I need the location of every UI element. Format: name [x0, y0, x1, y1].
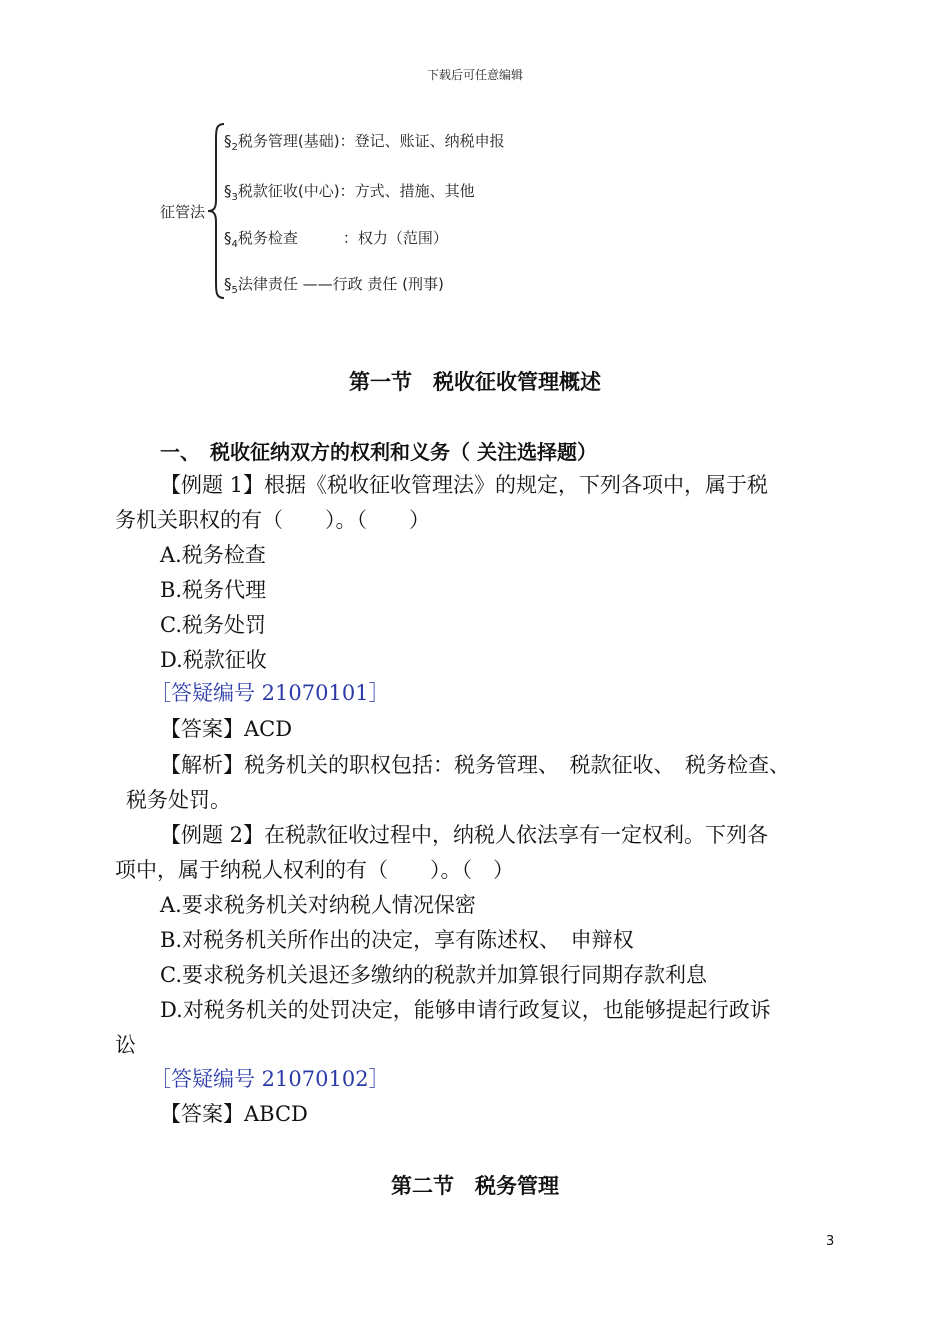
section-number: 2 — [231, 142, 238, 153]
page-header: 下载后可任意编辑 — [426, 68, 523, 82]
q2-option-a: A.要求税务机关对纳税人情况保密 — [160, 893, 476, 917]
q1-reference-link[interactable]: ［答疑编号 21070101］ — [150, 681, 390, 705]
diagram-branch-1 — [224, 130, 505, 151]
section-mark: § — [224, 182, 232, 200]
q1-line1: 【例题 1】根据《税收征收管理法》的规定，下列各项中，属于税 — [160, 473, 769, 497]
page-number: 3 — [826, 1234, 835, 1249]
q1-option-b: B.税务代理 — [160, 578, 267, 602]
q1-option-d: D.税款征收 — [160, 648, 267, 672]
q2-option-c: C.要求税务机关退还多缴纳的税款并加算银行同期存款利息 — [160, 963, 707, 987]
section-title-1: 第一节 税收征收管理概述 — [349, 370, 601, 394]
q2-answer: 【答案】ABCD — [160, 1102, 308, 1126]
branch-text: 法律责任 ——行政 责任 (刑事) — [237, 275, 444, 293]
q1-option-c: C.税务处罚 — [160, 613, 266, 637]
diagram-branch-4 — [224, 273, 444, 294]
q1-option-a: A.税务检查 — [160, 543, 266, 567]
q1-analysis-line2: 税务处罚。 — [126, 788, 231, 812]
branch-text: 税务检查 ：权力（范围） — [237, 229, 448, 247]
q2-line2: 项中，属于纳税人权利的有（ ）。（ ） — [115, 858, 514, 882]
section-mark: § — [224, 275, 232, 293]
q1-analysis-line1: 【解析】税务机关的职权包括：税务管理、 税款征收、 税务检查、 — [160, 753, 790, 777]
q2-line1: 【例题 2】在税款征收过程中，纳税人依法享有一定权利。下列各 — [160, 823, 769, 847]
section-mark: § — [224, 132, 232, 150]
q1-answer: 【答案】ACD — [160, 717, 293, 741]
q2-reference-link[interactable]: ［答疑编号 21070102］ — [150, 1067, 390, 1091]
q2-option-b: B.对税务机关所作出的决定，享有陈述权、 申辩权 — [160, 928, 634, 952]
branch-text: 税务管理(基础)：登记、账证、纳税申报 — [237, 132, 505, 150]
q2-option-d-continued: 讼 — [115, 1033, 136, 1057]
subheading-1: 一、 税收征纳双方的权利和义务（ 关注选择题） — [160, 440, 597, 464]
section-number: 3 — [231, 192, 238, 203]
section-title-2: 第二节 税务管理 — [391, 1174, 559, 1198]
section-number: 5 — [231, 285, 238, 296]
section-mark: § — [224, 229, 232, 247]
diagram-branch-3 — [224, 227, 448, 248]
diagram-branch-2 — [224, 180, 475, 201]
q1-line2: 务机关职权的有（ ）。（ ） — [115, 508, 430, 532]
section-number: 4 — [231, 239, 238, 250]
branch-text: 税款征收(中心)：方式、措施、其他 — [237, 182, 475, 200]
q2-option-d: D.对税务机关的处罚决定，能够申请行政复议，也能够提起行政诉 — [160, 998, 771, 1022]
diagram-root-label: 征管法 — [160, 203, 206, 221]
